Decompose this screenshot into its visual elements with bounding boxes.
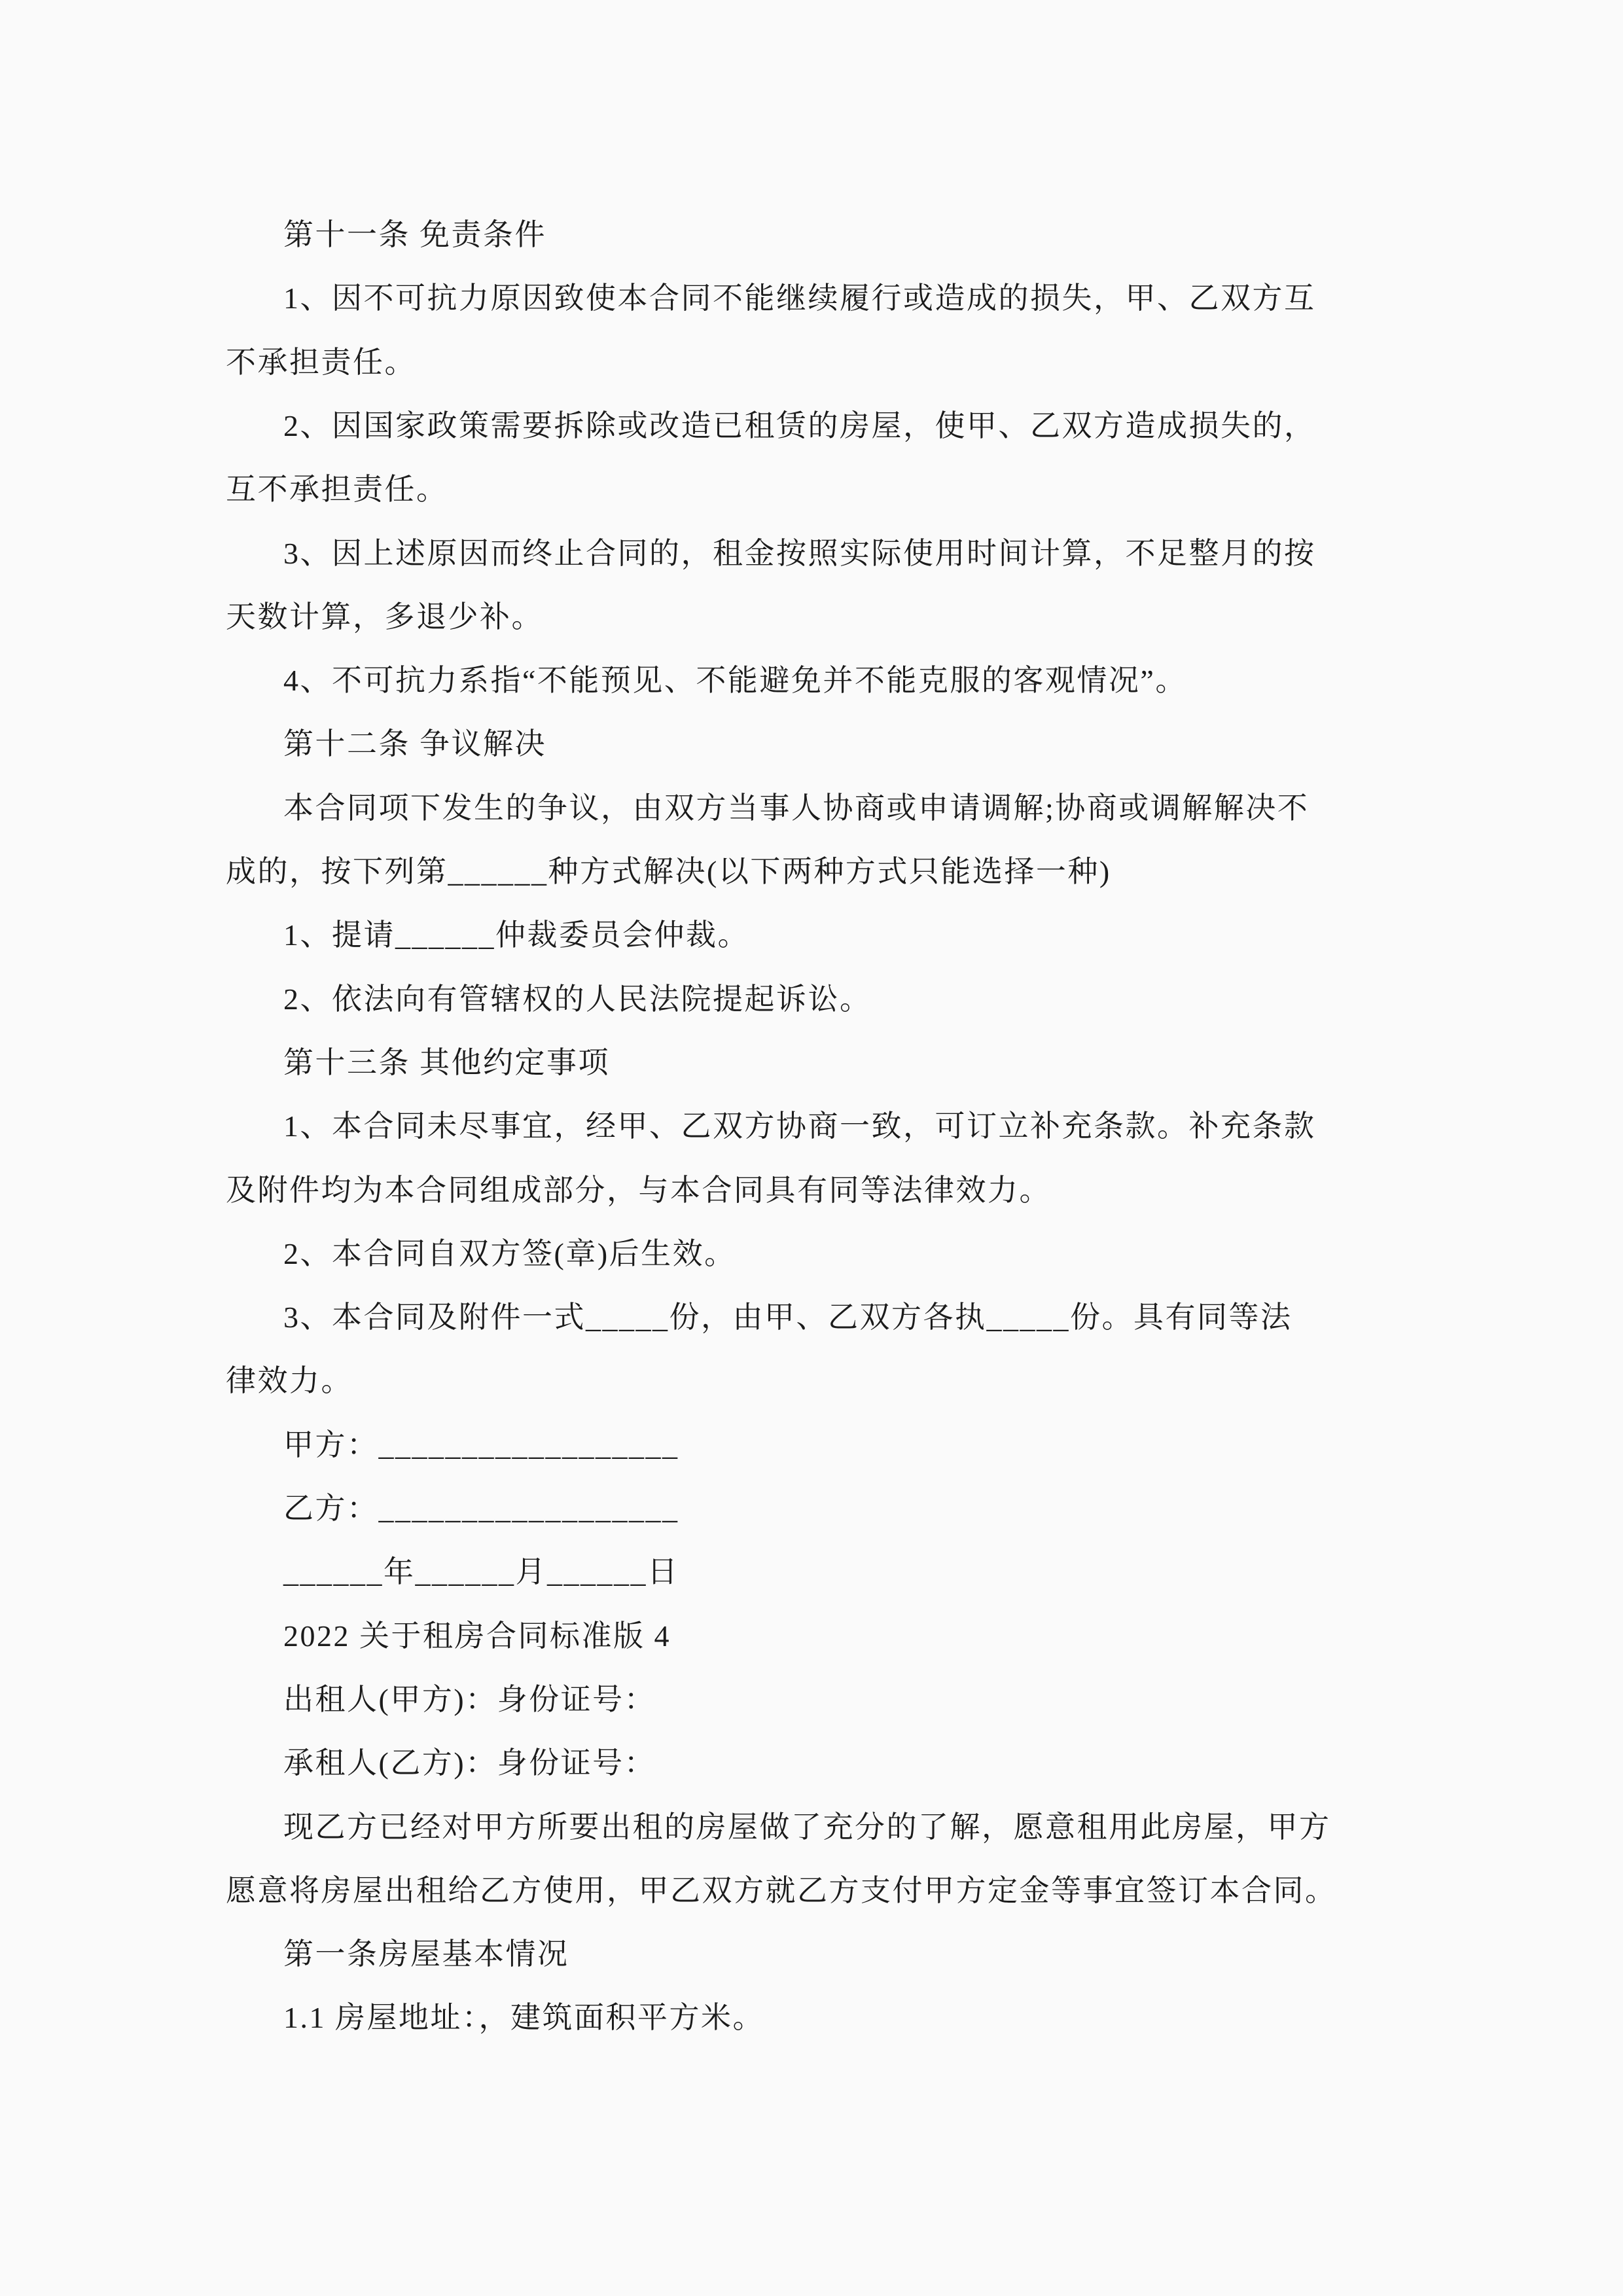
section-heading: 第十二条 争议解决 [283,727,546,761]
contract-line: 不承担责任。 [226,345,416,379]
party-a-signature-line: 甲方：__________________ [283,1427,679,1462]
contract-line: 1、提请______仲裁委员会仲裁。 [283,918,749,952]
contract-line: 2、本合同自双方签(章)后生效。 [283,1236,736,1270]
contract-line: 愿意将房屋出租给乙方使用，甲乙双方就乙方支付甲方定金等事宜签订本合同。 [226,1873,1337,1907]
contract-line: 2、因国家政策需要拆除或改造已租赁的房屋，使甲、乙双方造成损失的， [283,408,1316,442]
contract-line: 4、不可抗力系指“不能预见、不能避免并不能克服的客观情况”。 [283,664,1187,698]
lessee-id-line: 承租人(乙方)：身份证号： [283,1746,656,1780]
contract-line: 1.1 房屋地址：，建筑面积平方米。 [283,2001,764,2035]
contract-line: 现乙方已经对甲方所要出租的房屋做了充分的了解，愿意租用此房屋，甲方 [283,1810,1331,1844]
contract-line: 及附件均为本合同组成部分，与本合同具有同等法律效力。 [226,1173,1051,1207]
contract-line: 1、本合同未尽事宜，经甲、乙双方协商一致，可订立补充条款。补充条款 [283,1109,1316,1143]
contract-line: 2、依法向有管辖权的人民法院提起诉讼。 [283,982,872,1016]
doc-subtitle: 2022 关于租房合同标准版 4 [283,1619,671,1653]
party-b-signature-line: 乙方：__________________ [283,1492,679,1525]
contract-line: 3、本合同及附件一式_____份，由甲、乙双方各执_____份。具有同等法 [283,1300,1293,1335]
contract-line: 3、因上述原因而终止合同的，租金按照实际使用时间计算，不足整月的按 [283,536,1316,570]
section-heading: 第一条房屋基本情况 [283,1937,569,1971]
contract-line: 成的，按下列第______种方式解决(以下两种方式只能选择一种) [226,855,1111,888]
section-heading: 第十一条 免责条件 [283,218,546,251]
contract-line: 互不承担责任。 [226,473,448,507]
contract-line: 1、因不可抗力原因致使本合同不能继续履行或造成的损失，甲、乙双方互 [283,281,1316,315]
date-line: ______年______月______日 [283,1555,679,1589]
contract-line: 本合同项下发生的争议，由双方当事人协商或申请调解;协商或调解解决不 [283,791,1310,825]
contract-line: 律效力。 [226,1364,353,1398]
contract-line: 天数计算，多退少补。 [226,600,543,634]
section-heading: 第十三条 其他约定事项 [283,1045,610,1079]
lessor-id-line: 出租人(甲方)：身份证号： [283,1682,656,1716]
